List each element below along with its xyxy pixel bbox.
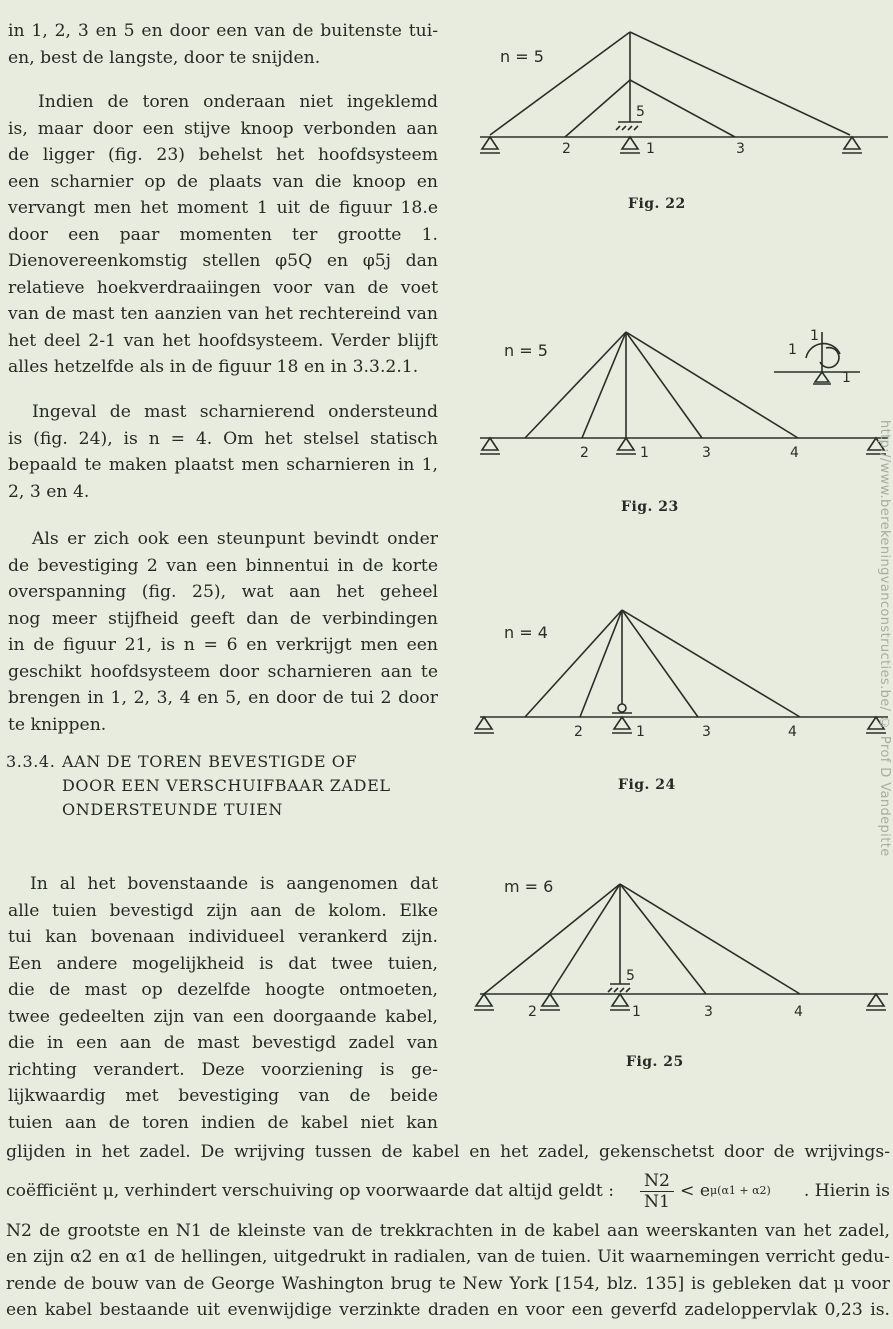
formula-denominator: N1 — [644, 1192, 670, 1212]
paragraph-saddle-full-width — [6, 1139, 890, 1324]
support-icon — [620, 137, 640, 153]
formula-relation: < e — [679, 1181, 711, 1202]
figure-24-diagram — [470, 600, 890, 750]
text-segment: . Hierin is — [803, 1181, 890, 1202]
cable-line — [622, 610, 698, 717]
text-line: de bevestiging 2 van een binnentui in de korte — [8, 555, 438, 576]
node-label: 3 — [736, 141, 745, 157]
cable-line — [626, 332, 798, 438]
cable-line — [550, 884, 620, 994]
text-line: is (fig. 24), is n = 4. Om het stelsel statisch — [8, 428, 438, 449]
node-label: 5 — [626, 968, 635, 984]
paragraph-extra-support — [8, 526, 438, 738]
text-line: een kabel bestaande uit evenwijdige verzinkte draden en voor een geverfd zadeloppervlak 0,23 is. — [6, 1300, 890, 1320]
node-label: 3 — [702, 445, 711, 461]
formula-exponent: μ(α1 + α2) — [710, 1184, 771, 1198]
text-line: richting verandert. Deze voorziening is ge- — [8, 1059, 438, 1080]
text-line: en zijn α2 en α1 de hellingen, uitgedrukt in radialen, van de tuien. Uit waarnemingen verricht gedu- — [6, 1247, 890, 1267]
text-line: en, best de langste, door te snijden. — [8, 47, 321, 68]
paragraph-saddle — [8, 871, 438, 1136]
text-segment: coëfficiënt μ, verhindert verschuiving op voorwaarde dat altijd geldt : — [6, 1181, 614, 1202]
section-title-line: DOOR EEN VERSCHUIFBAAR ZADEL — [62, 776, 391, 795]
formula-numerator: N2 — [640, 1171, 674, 1192]
node-label: 4 — [790, 445, 799, 461]
text-line: die de mast op dezelfde hoogte ontmoeten, — [8, 980, 438, 1000]
support-icon — [612, 717, 632, 733]
cable-line — [484, 884, 620, 994]
node-label: 1 — [636, 724, 645, 740]
node-label: 2 — [562, 141, 571, 157]
cable-line — [622, 610, 800, 717]
text-line: in de figuur 21, is n = 6 en verkrijgt men een — [8, 635, 438, 655]
text-line: door een paar momenten ter grootte 1. — [8, 224, 438, 245]
text-line: N2 de grootste en N1 de kleinste van de trekkrachten in de kabel aan weerskanten van het zadel, — [6, 1220, 890, 1241]
text-line: overspanning (fig. 25), wat aan het geheel — [8, 582, 438, 602]
text-line: tui kan bovenaan individueel verankerd zijn. — [8, 927, 438, 947]
watermark: http://www.berekeningvanconstructies.be/ © Prof D Vandepitte — [877, 420, 892, 857]
formula-fraction — [640, 1171, 674, 1212]
node-label: 2 — [528, 1004, 537, 1020]
text-line: lijkwaardig met bevestiging van de beide — [8, 1086, 438, 1106]
cable-line — [620, 884, 800, 994]
paragraph-hinged-mast — [8, 399, 438, 505]
support-icon — [610, 994, 630, 1010]
text-line: relatieve hoekverdraaiingen voor van de voet — [8, 277, 438, 298]
text-line: tuien aan de toren indien de kabel niet kan — [8, 1112, 438, 1133]
support-icon — [480, 137, 500, 153]
figure-23-diagram — [470, 318, 890, 468]
text-line: in 1, 2, 3 en 5 en door een van de buitenste tui- — [8, 21, 438, 41]
text-line: Als er zich ook een steunpunt bevindt onder — [32, 529, 438, 549]
text-line: alle tuien bevestigd zijn aan de kolom. Elke — [8, 900, 438, 921]
figure-23-caption: Fig. 23 — [621, 499, 679, 515]
support-icon — [474, 717, 494, 733]
section-number: 3.3.4. — [6, 752, 56, 771]
text-line: de ligger (fig. 23) behelst het hoofdsysteem — [8, 145, 438, 165]
text-line: is, maar door een stijve knoop verbonden aan — [8, 118, 438, 139]
n-label: n = 5 — [504, 341, 548, 360]
text-line: vervangt men het moment 1 uit de figuur 18.e — [8, 198, 438, 218]
moment-arrow-icon — [806, 344, 840, 358]
text-line: twee gedeelten zijn van een doorgaande kabel, — [8, 1006, 438, 1027]
moment-label: 1 — [788, 342, 797, 358]
text-line: Een andere mogelijkheid is dat twee tuien, — [8, 953, 438, 974]
node-label: 5 — [636, 104, 645, 120]
node-label: 3 — [702, 724, 711, 740]
text-line: van de mast ten aanzien van het rechtereind van — [8, 304, 438, 324]
figure-24-caption: Fig. 24 — [618, 777, 676, 793]
section-title-line: AAN DE TOREN BEVESTIGDE OF — [62, 752, 358, 771]
node-label: 1 — [646, 141, 655, 157]
text-line: Indien de toren onderaan niet ingeklemd — [38, 92, 438, 112]
n-label: n = 4 — [504, 623, 548, 642]
text-line: alles hetzelfde als in de figuur 18 en in 3.3.2.1. — [8, 357, 419, 377]
cable-line — [580, 610, 622, 717]
text-line: brengen in 1, 2, 3, 4 en 5, en door de tui 2 door — [8, 688, 438, 708]
hatch-icon — [616, 126, 638, 130]
node-label: 2 — [580, 445, 589, 461]
text-line: te knippen. — [8, 714, 107, 735]
text-line: rende de bouw van de George Washington brug te New York [154, blz. 135] is gebleken dat μ voor — [6, 1273, 890, 1294]
node-label: 4 — [788, 724, 797, 740]
figure-25-caption: Fig. 25 — [626, 1054, 684, 1070]
node-label: 2 — [574, 724, 583, 740]
cable-line — [565, 80, 630, 137]
text-line: 2, 3 en 4. — [8, 481, 90, 502]
support-icon — [866, 994, 886, 1010]
node-label: 1 — [632, 1004, 641, 1020]
text-line: glijden in het zadel. De wrijving tussen de kabel en het zadel, gekenschetst door de wrijvings- — [6, 1142, 890, 1162]
support-icon — [616, 438, 636, 454]
cable-line — [582, 332, 626, 438]
figure-25-diagram — [470, 870, 890, 1020]
support-icon — [842, 137, 862, 153]
section-title-line: ONDERSTEUNDE TUIEN — [62, 800, 284, 819]
n-label: n = 5 — [500, 47, 544, 66]
moment-arrow-icon — [820, 348, 839, 368]
node-label: 1 — [842, 370, 851, 386]
text-line: een scharnier op de plaats van die knoop en — [8, 171, 438, 192]
moment-label: 1 — [810, 328, 819, 344]
figure-22-diagram — [470, 20, 890, 170]
cable-line — [630, 32, 850, 135]
text-line: geschikt hoofdsysteem door scharnieren aan te — [8, 661, 438, 682]
hatch-icon — [608, 988, 630, 992]
hinge-icon — [618, 704, 626, 712]
n-label: m = 6 — [504, 877, 554, 896]
node-label: 1 — [640, 445, 649, 461]
cable-line — [630, 80, 735, 137]
formula-line — [6, 1166, 890, 1218]
text-line: Dienovereenkomstig stellen φ5Q en φ5j dan — [8, 251, 438, 271]
text-line: het deel 2-1 van het hoofdsysteem. Verder blijft — [8, 330, 438, 351]
support-icon — [813, 372, 831, 384]
figure-22-caption: Fig. 22 — [628, 196, 686, 212]
paragraph-stiff-joint — [8, 89, 438, 381]
support-icon — [480, 438, 500, 454]
paragraph-continuation — [8, 18, 438, 71]
cable-line — [626, 332, 702, 438]
node-label: 4 — [794, 1004, 803, 1020]
node-label: 3 — [704, 1004, 713, 1020]
text-line: Ingeval de mast scharnierend ondersteund — [32, 402, 438, 422]
text-line: nog meer stijfheid geeft dan de verbindingen — [8, 608, 438, 629]
text-line: die in een aan de mast bevestigd zadel van — [8, 1033, 438, 1053]
support-icon — [474, 994, 494, 1010]
support-icon — [540, 994, 560, 1010]
text-line: bepaald te maken plaatst men scharnieren in 1, — [8, 455, 438, 475]
text-line: In al het bovenstaande is aangenomen dat — [30, 874, 438, 894]
section-heading — [6, 750, 446, 822]
